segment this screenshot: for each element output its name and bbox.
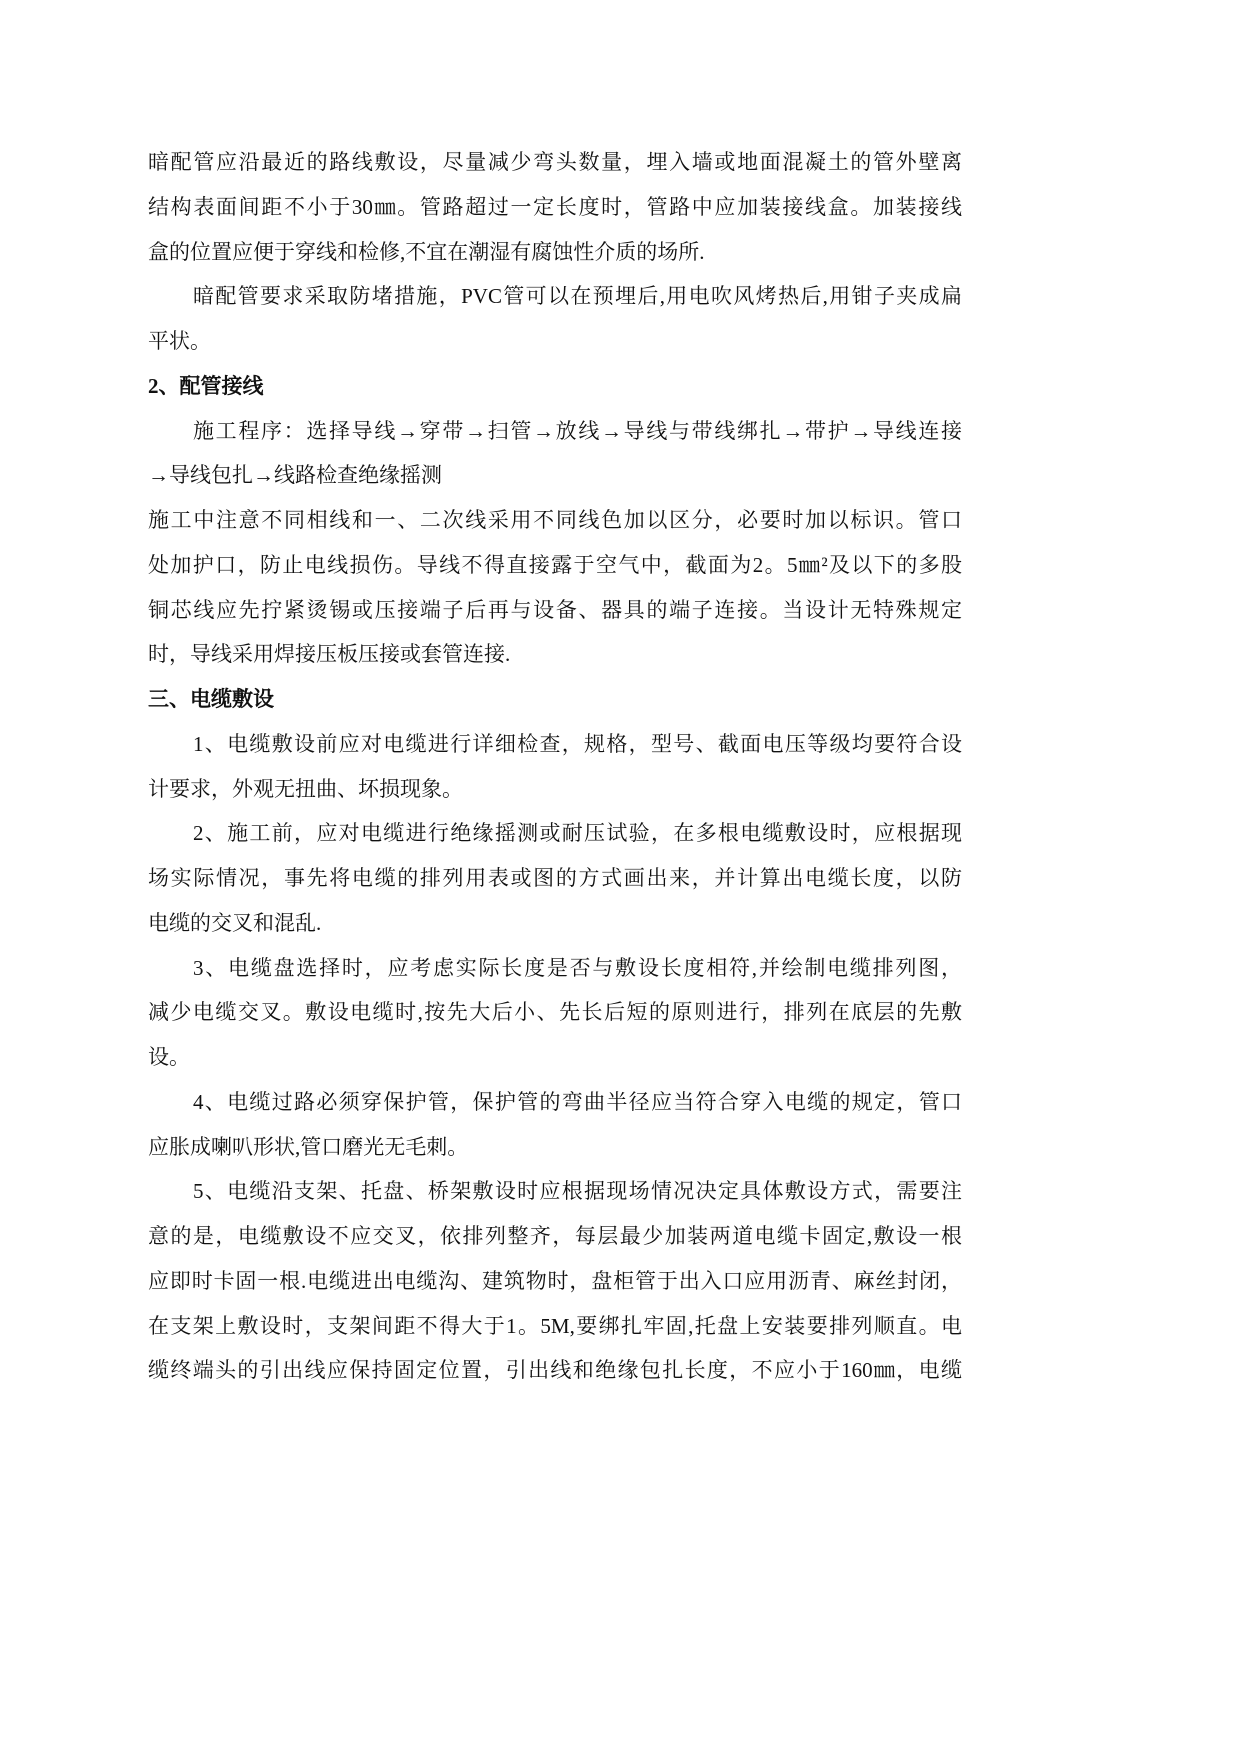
text-line: 2、施工前，应对电缆进行绝缘摇测或耐压试验，在多根电缆敷设时，应根据现 [193,821,962,846]
text-line: 4、电缆过路必须穿保护管，保护管的弯曲半径应当符合穿入电缆的规定，管口 [193,1089,962,1114]
text-line: 暗配管要求采取防堵措施，PVC管可以在预埋后,用电吹风烤热后,用钳子夹成扁 [193,284,962,309]
text-line: 结构表面间距不小于30㎜。管路超过一定长度时，管路中应加装接线盒。加装接线 [148,194,962,219]
paragraph-conduit-blocking [148,274,962,364]
text-line: 缆终端头的引出线应保持固定位置，引出线和绝缘包扎长度，不应小于160㎜，电缆 [148,1358,962,1383]
text-line: 时，导线采用焊接压板压接或套管连接. [148,642,511,667]
text-line: →导线包扎→线路检查绝缘摇测 [148,463,442,488]
paragraph-cable-item-5 [148,1169,962,1393]
paragraph-wiring-notes [148,498,962,677]
text-line: 盒的位置应便于穿线和检修,不宜在潮湿有腐蚀性介质的场所. [148,239,705,264]
text-line: 设。 [148,1045,190,1069]
text-line: 处加护口，防止电线损伤。导线不得直接露于空气中，截面为2。5㎜²及以下的多股 [148,552,962,577]
text-line: 意的是，电缆敷设不应交叉，依排列整齐，每层最少加装两道电缆卡固定,敷设一根 [148,1224,962,1248]
paragraph-cable-item-3 [148,946,962,1080]
section-heading-wiring: 2、配管接线 [148,373,264,398]
text-line: 在支架上敷设时，支架间距不得大于1。5M,要绑扎牢固,托盘上安装要排列顺直。电 [148,1313,962,1338]
text-line: 电缆的交叉和混乱. [148,910,322,935]
text-line: 5、电缆沿支架、托盘、桥架敷设时应根据现场情况决定具体敷设方式，需要注 [193,1179,962,1204]
text-line: 减少电缆交叉。敷设电缆时,按先大后小、先长后短的原则进行，排列在底层的先敷 [148,1000,962,1025]
text-line: 暗配管应沿最近的路线敷设，尽量减少弯头数量，埋入墙或地面混凝土的管外壁离 [148,150,962,174]
paragraph-cable-item-2 [148,811,962,945]
text-line: 场实际情况，事先将电缆的排列用表或图的方式画出来，并计算出电缆长度，以防 [148,866,962,890]
text-line: 施工程序：选择导线→穿带→扫管→放线→导线与带线绑扎→带护→导线连接 [193,418,962,443]
text-line: 应胀成喇叭形状,管口磨光无毛刺。 [148,1134,469,1159]
document-body [148,140,962,1393]
paragraph-construction-procedure [148,409,962,499]
text-line: 施工中注意不同相线和一、二次线采用不同线色加以区分，必要时加以标识。管口 [148,508,962,532]
text-line: 平状。 [148,329,211,353]
paragraph-cable-item-4 [148,1080,962,1170]
paragraph-cable-item-1 [148,722,962,812]
text-line: 3、电缆盘选择时，应考虑实际长度是否与敷设长度相符,并绘制电缆排列图， [193,955,962,980]
text-line: 1、电缆敷设前应对电缆进行详细检查，规格，型号、截面电压等级均要符合设 [193,731,962,756]
text-line: 铜芯线应先拧紧烫锡或压接端子后再与设备、器具的端子连接。当设计无特殊规定 [148,597,962,622]
section-heading-cable-laying: 三、电缆敷设 [148,687,274,711]
text-line: 计要求，外观无扭曲、坏损现象。 [148,776,463,801]
paragraph-conduit-routing [148,140,962,274]
text-line: 应即时卡固一根.电缆进出电缆沟、建筑物时，盘柜管于出入口应用沥青、麻丝封闭， [148,1268,962,1293]
